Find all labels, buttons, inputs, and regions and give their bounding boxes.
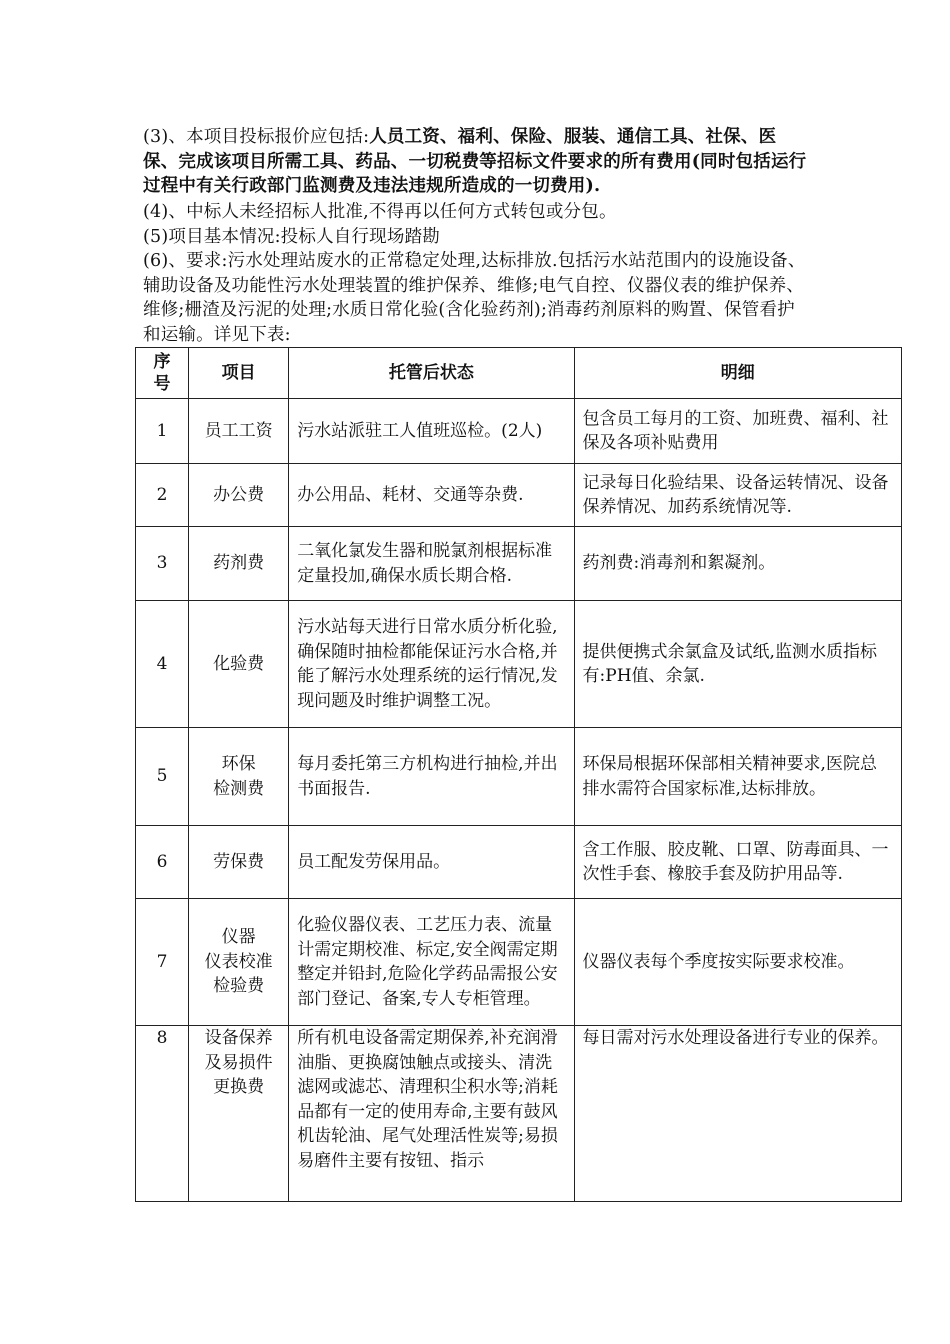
row-number: 8 [136,1026,189,1202]
table-header-row [136,348,902,399]
paragraph-5: (5)项目基本情况:投标人自行现场踏勘 [143,227,440,247]
row-status: 所有机电设备需定期保养,补充润滑油脂、更换腐蚀触点或接头、清洗滤网或滤芯、清理积尘积水等;消耗品都有一定的使用寿命,主要有鼓风机齿轮油、尾气处理活性炭等;易损易磨件主要有按钮、指示 [289,1026,574,1202]
row-item: 药剂费 [189,527,289,601]
row-detail: 记录每日化验结果、设备运转情况、设备保养情况、加药系统情况等. [574,464,901,527]
row-detail: 仪器仪表每个季度按实际要求校准。 [574,899,901,1026]
row-detail: 环保局根据环保部相关精神要求,医院总排水需符合国家标准,达标排放。 [574,728,901,826]
table-row [136,399,902,464]
row-item: 化验费 [189,601,289,728]
row-status: 污水站派驻工人值班巡检。(2人) [289,399,574,464]
paragraph-3-prefix: (3)、本项目投标报价应包括: [143,127,370,147]
cost-table [135,347,902,1202]
table-row [136,1026,902,1202]
row-status: 化验仪器仪表、工艺压力表、流量计需定期校准、标定,安全阀需定期整定并铅封,危险化学药品需报公安部门登记、备案,专人专柜管理。 [289,899,574,1026]
row-detail: 药剂费:消毒剂和絮凝剂。 [574,527,901,601]
row-detail: 提供便携式余氯盒及试纸,监测水质指标有:PH值、余氯. [574,601,901,728]
row-item: 员工工资 [189,399,289,464]
row-status: 污水站每天进行日常水质分析化验,确保随时抽检都能保证污水合格,并能了解污水处理系统的运行情况,发现问题及时维护调整工况。 [289,601,574,728]
row-item: 环保 检测费 [189,728,289,826]
row-item: 劳保费 [189,826,289,899]
row-detail: 含工作服、胶皮靴、口罩、防毒面具、一次性手套、橡胶手套及防护用品等. [574,826,901,899]
header-item: 项目 [189,348,289,399]
paragraph-4: (4)、中标人未经招标人批准,不得再以任何方式转包或分包。 [143,202,617,222]
header-detail: 明细 [574,348,901,399]
header-status: 托管后状态 [289,348,574,399]
paragraph-6: (6)、要求:污水处理站废水的正常稳定处理,达标排放.包括污水站范围内的设施设备、辅助设备及功能性污水处理装置的维护保养、维修;电气自控、仪器仪表的维护保养、维修;栅渣及污泥的处理;水质日常化验(含化验药剂);消毒药剂原料的购置、保管看护和运输。详见下表: [143,251,806,345]
row-item: 设备保养 及易损件 更换费 [189,1026,289,1202]
row-item: 仪器 仪表校准 检验费 [189,899,289,1026]
table-row [136,728,902,826]
header-number: 序 号 [136,348,189,399]
table-row [136,464,902,527]
row-number: 3 [136,527,189,601]
row-item: 办公费 [189,464,289,527]
row-detail: 每日需对污水处理设备进行专业的保养。 [574,1026,901,1202]
table-row [136,527,902,601]
row-number: 4 [136,601,189,728]
table-row [136,601,902,728]
row-status: 员工配发劳保用品。 [289,826,574,899]
row-number: 5 [136,728,189,826]
row-number: 6 [136,826,189,899]
row-number: 2 [136,464,189,527]
row-status: 办公用品、耗材、交通等杂费. [289,464,574,527]
table-row [136,826,902,899]
row-detail: 包含员工每月的工资、加班费、福利、社保及各项补贴费用 [574,399,901,464]
paragraph-3 [143,125,808,199]
row-number: 7 [136,899,189,1026]
row-status: 二氧化氯发生器和脱氯剂根据标准定量投加,确保水质长期合格. [289,527,574,601]
row-number: 1 [136,399,189,464]
table-row [136,899,902,1026]
row-status: 每月委托第三方机构进行抽检,并出书面报告. [289,728,574,826]
paragraph-3-bold-text: 人员工资、福利、保险、服装、通信工具、社保、医保、完成该项目所需工具、药品、一切税费等招标文件要求的所有费用(同时包括运行过程中有关行政部门监测费及违法违规所造成的一切费用). [143,127,807,196]
